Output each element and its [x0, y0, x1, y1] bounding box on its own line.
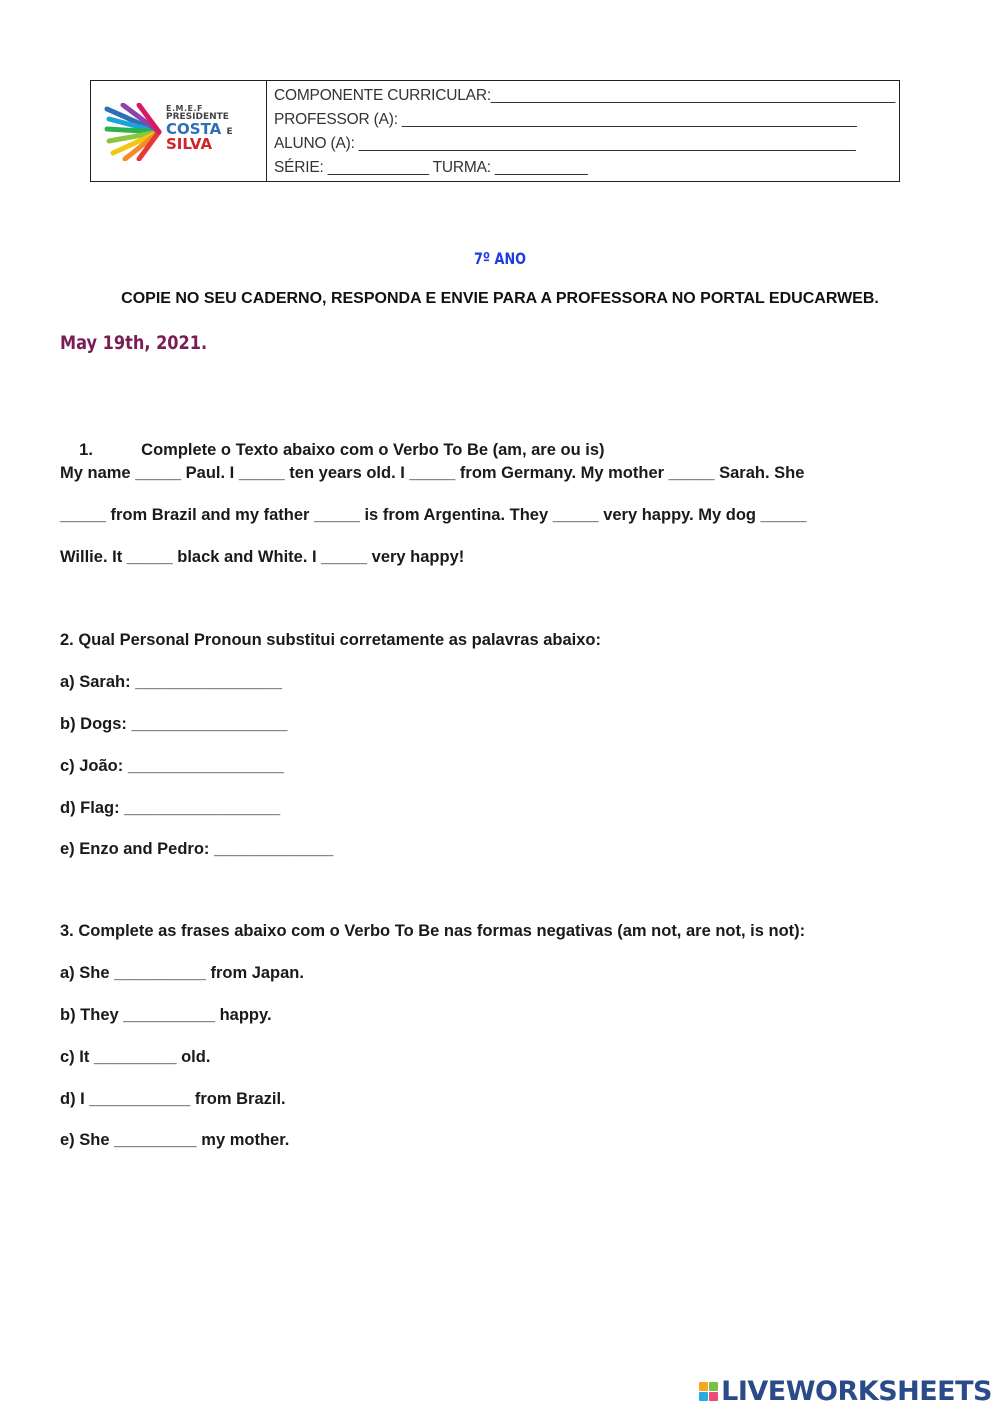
- q1-title: [70, 422, 605, 460]
- q2-item: e) Enzo and Pedro: _____________: [60, 840, 334, 858]
- logo-line-costa: COSTA: [166, 120, 222, 138]
- school-logo-burst-icon: [103, 103, 165, 161]
- logo-line-silva: SILVA: [166, 135, 213, 153]
- logo-line-e: E: [226, 127, 233, 137]
- q1-text-line: Willie. It _____ black and White. I _____ very happy!: [60, 548, 465, 566]
- instruction-text: COPIE NO SEU CADERNO, RESPONDA E ENVIE PARA A PROFESSORA NO PORTAL EDUCARWEB.: [121, 290, 879, 307]
- liveworksheets-brand-text: LIVEWORKSHEETS: [721, 1376, 992, 1407]
- q2-item: a) Sarah: ________________: [60, 673, 283, 691]
- field-professor: PROFESSOR (A): ______________________________________________________: [274, 111, 857, 128]
- q3-item: e) She _________ my mother.: [60, 1131, 290, 1149]
- field-aluno: ALUNO (A): ___________________________________________________________: [274, 135, 856, 152]
- q3-item: d) I ___________ from Brazil.: [60, 1090, 286, 1108]
- logo-line-emef: E.M.E.F: [166, 104, 203, 113]
- q3-item: b) They __________ happy.: [60, 1006, 272, 1024]
- school-logo: [91, 81, 267, 181]
- q2-item: d) Flag: _________________: [60, 799, 281, 817]
- header-fields: [267, 81, 899, 181]
- logo-line-presidente: PRESIDENTE: [166, 112, 229, 122]
- worksheet-date: May 19th, 2021.: [60, 332, 208, 354]
- q2-title: 2. Qual Personal Pronoun substitui corretamente as palavras abaixo:: [60, 631, 602, 649]
- school-header-box: [90, 80, 900, 182]
- field-serie-turma: SÉRIE: ____________ TURMA: ___________: [274, 159, 588, 176]
- grade-title: 7º ANO: [473, 249, 527, 268]
- school-logo-text: [166, 105, 233, 152]
- liveworksheets-grid-icon: [699, 1382, 718, 1401]
- q3-item: a) She __________ from Japan.: [60, 964, 304, 982]
- q1-text-line: My name _____ Paul. I _____ ten years old. I _____ from Germany. My mother _____ Sarah. She: [60, 464, 805, 482]
- q1-text-line: _____ from Brazil and my father _____ is from Argentina. They _____ very happy. My dog _____: [60, 506, 807, 524]
- field-componente-curricular: COMPONENTE CURRICULAR:________________________________________________: [274, 87, 896, 104]
- q1-number: 1.: [79, 441, 93, 459]
- q3-item: c) It _________ old.: [60, 1048, 211, 1066]
- q2-item: c) João: _________________: [60, 757, 284, 775]
- q2-item: b) Dogs: _________________: [60, 715, 288, 733]
- q3-title: 3. Complete as frases abaixo com o Verbo To Be nas formas negativas (am not, are not, is not):: [60, 922, 806, 940]
- q1-title-text: Complete o Texto abaixo com o Verbo To Be (am, are ou is): [141, 441, 605, 459]
- liveworksheets-logo: [699, 1376, 992, 1407]
